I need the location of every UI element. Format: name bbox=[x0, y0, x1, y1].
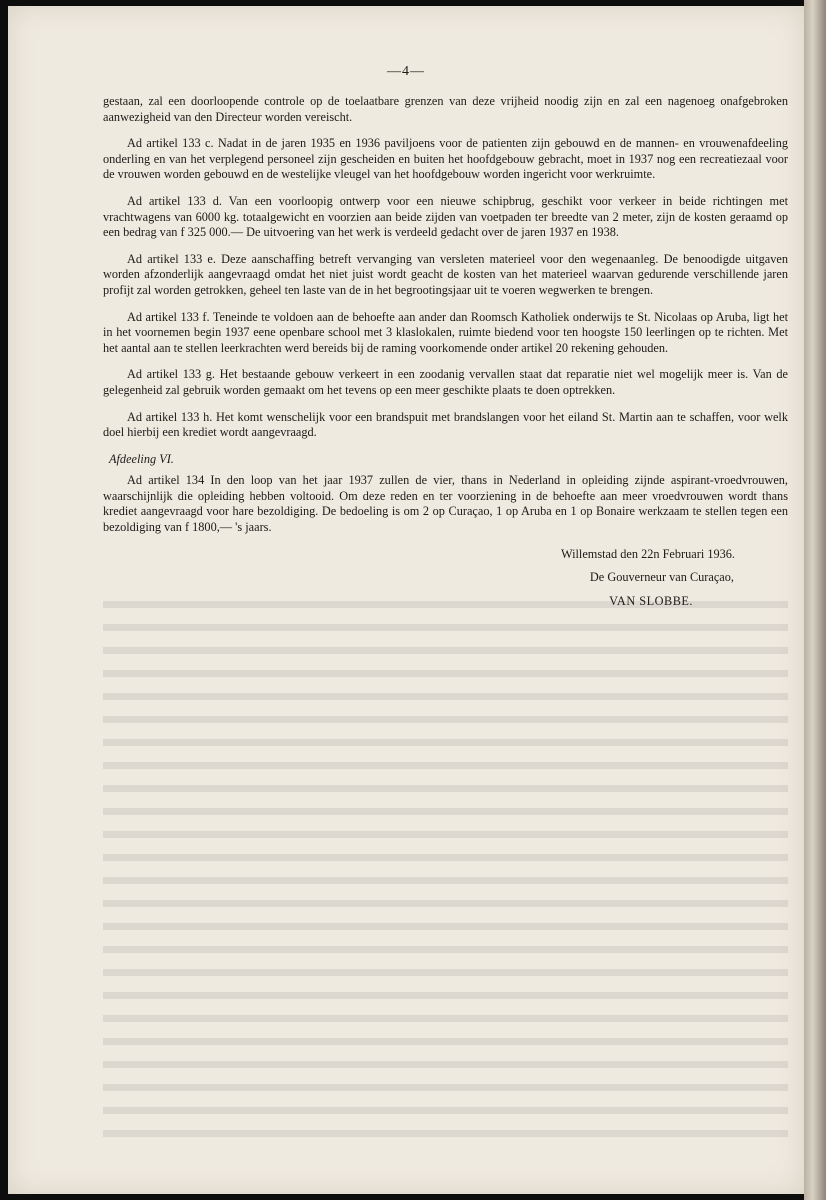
document-body bbox=[103, 94, 788, 617]
document-page bbox=[8, 6, 804, 1194]
signature-office: De Gouverneur van Curaçao, bbox=[589, 570, 734, 585]
paragraph-continuation: gestaan, zal een doorloopende controle op de toelaatbare grenzen van deze vrijheid noodig zijn en zal een nagenoeg onafgebroken aanwezigheid van den Directeur worden vereischt. bbox=[103, 94, 788, 124]
paragraph-article-133g: Ad artikel 133 g. Het bestaande gebouw verkeert in een zoodanig vervallen staat dat reparatie niet wel mogelijk meer is. Van de gelegenheid zal gebruik worden gemaakt om het tevens op een meer geschikte plaats te doen optrekken. bbox=[103, 367, 788, 397]
paragraph-article-133h: Ad artikel 133 h. Het komt wenschelijk voor een brandspuit met brandslangen voor het eiland St. Martin aan te schaffen, voor welk doel hierbij een krediet wordt aangevraagd. bbox=[103, 409, 788, 440]
paragraph-article-134: Ad artikel 134 In den loop van het jaar 1937 zullen de vier, thans in Nederland in opleiding zijnde aspirant-vroedvrouwen, waarschijnlijk die opleiding hebben voltooid. Om deze reden en ter voorziening in de behoefte aan meer vroedvrouwen wordt thans krediet aangevraagd voor hare bezoldiging. De bedoeling is om 2 op Curaçao, 1 op Aruba en 1 op Bonaire werkzaam te stellen tegen een bezoldiging van f 1800,— 's jaars. bbox=[103, 473, 788, 535]
show-through-text bbox=[103, 586, 788, 1146]
signature-name: VAN SLOBBE. bbox=[609, 593, 693, 608]
paragraph-article-133e: Ad artikel 133 e. Deze aanschaffing betreft vervanging van versleten materieel voor den wegenaanleg. De benoodigde uitgaven worden afzonderlijk aangevraagd omdat het niet juist wordt geacht de kosten van het materieel waarvan gedurende verschillende jaren profijt zal worden getrokken, geheel ten laste van de in het begrootingsjaar uit te voeren wegwerken te brengen. bbox=[103, 251, 788, 297]
book-spine-edge bbox=[804, 0, 826, 1200]
paragraph-article-133d: Ad artikel 133 d. Van een voorloopig ontwerp voor een nieuwe schipbrug, geschikt voor verkeer in beide richtingen met vrachtwagens van 6000 kg. totaalgewicht en voorzien aan beide zijden van voetpaden ter breedte van 2 meter, zijn de kosten geraamd op een bedrag van f 325 000.— De uitvoering van het werk is verdeeld gedacht over de jaren 1937 en 1938. bbox=[103, 193, 788, 240]
page-number: —4— bbox=[387, 64, 425, 79]
paragraph-article-133c: Ad artikel 133 c. Nadat in de jaren 1935 en 1936 paviljoens voor de patienten zijn gebouwd en de mannen- en vrouwenafdeeling onderling en van het verplegend personeel zijn gescheiden en buiten het hoofdgebouw gebracht, moet in 1937 nog een recreatiezaal voor de vrouwen worden gebouwd en de westelijke vleugel van het hoofdgebouw worden ingericht voor werkruimte. bbox=[103, 136, 788, 182]
signature-block bbox=[103, 547, 788, 610]
paragraph-article-133f: Ad artikel 133 f. Teneinde te voldoen aan de behoefte aan ander dan Roomsch Katholiek onderwijs te St. Nicolaas op Aruba, ligt het in het voornemen begin 1937 eene openbare school met 3 klaslokalen, ruimte biedend voor ten hoogste 150 leerlingen op te richten. Met het aantal aan te stellen leerkrachten werd bereids bij de raming voorkomende onder artikel 20 rekening gehouden. bbox=[103, 309, 788, 355]
section-heading: Afdeeling VI. bbox=[109, 451, 174, 466]
signature-date: Willemstad den 22n Februari 1936. bbox=[560, 546, 735, 561]
